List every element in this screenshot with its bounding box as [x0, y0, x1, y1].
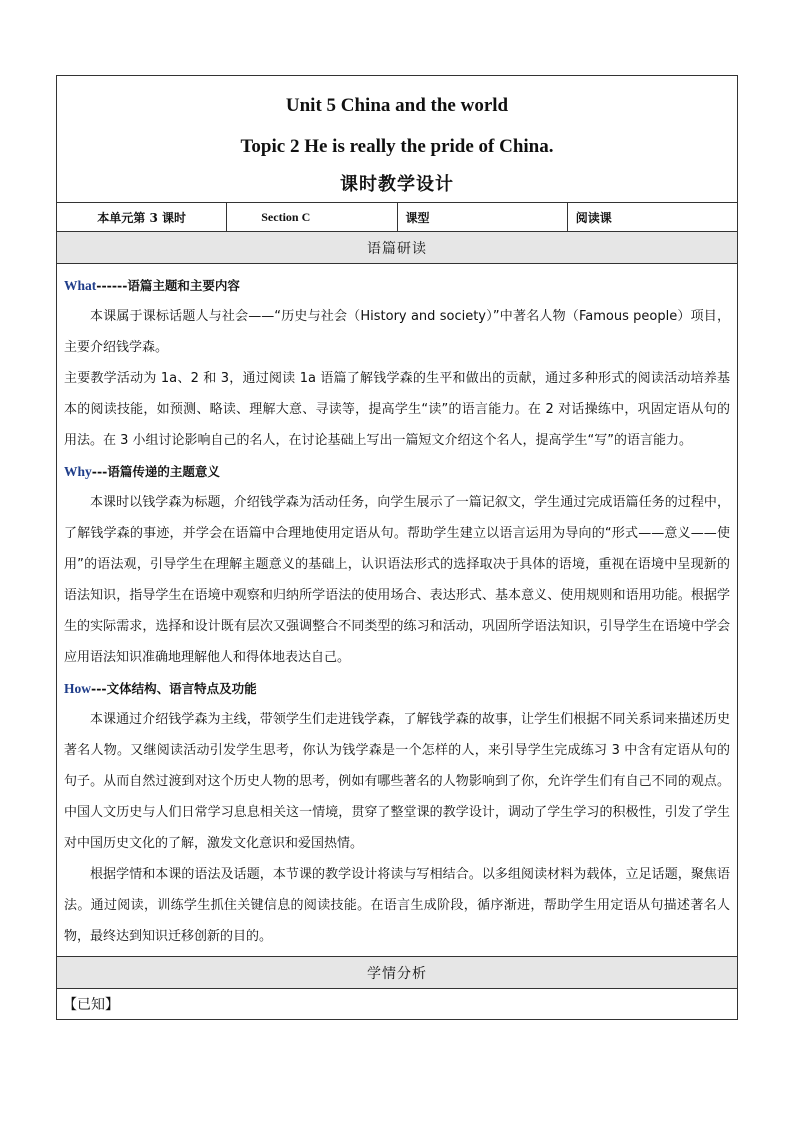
why-heading-text: ---语篇传递的主题意义 — [91, 464, 220, 479]
section-header-text-analysis: 语篇研读 — [57, 232, 738, 264]
what-heading-text: ------语篇主题和主要内容 — [96, 278, 240, 293]
why-label: Why — [64, 464, 92, 479]
lesson-plan-document — [56, 75, 738, 1020]
info-row — [57, 203, 738, 232]
type-value: 阅读课 — [567, 203, 737, 232]
topic-title: Topic 2 He is really the pride of China. — [240, 135, 554, 157]
design-title: 课时教学设计 — [340, 173, 454, 195]
section-header-student-analysis: 学情分析 — [57, 957, 738, 989]
why-heading — [64, 456, 730, 487]
section-value: Section C — [227, 203, 397, 232]
what-paragraph-1: 本课属于课标话题人与社会——“历史与社会（History and society）”中著名人物（Famous people）项目，主要介绍钱学森。 — [64, 309, 730, 355]
how-paragraph-2: 根据学情和本课的语法及话题，本节课的教学设计将读与写相结合。以多组阅读材料为载体，立足话题，聚焦语法。通过阅读，训练学生抓住关键信息的阅读技能。在语言生成阶段，循序渐进，帮助学生用定语从句描述著名人物，最终达到知识迁移创新的目的。 — [64, 867, 730, 944]
what-heading — [64, 270, 730, 301]
text-analysis-body — [57, 264, 738, 957]
lesson-plan-table — [56, 75, 738, 1020]
how-label: How — [64, 681, 91, 696]
why-paragraph: 本课时以钱学森为标题，介绍钱学森为活动任务，向学生展示了一篇记叙文，学生通过完成语篇任务的过程中，了解钱学森的事迹，并学会在语篇中合理地使用定语从句。帮助学生建立以语言运用为导向的“形式——意义——使用”的语法观，引导学生在理解主题意义的基础上，认识语法形式的选择取决于具体的语境，重视在语境中呈现新的语法知识，指导学生在语境中观察和归纳所学语法的使用场合、表达形式、基本意义、使用规则和语用功能。根据学生的实际需求，选择和设计既有层次又强调整合不同类型的练习和活动，巩固所学语法知识，引导学生在语境中学会应用语法知识准确地理解他人和得体地表达自己。 — [64, 495, 730, 665]
how-heading-text: ---文体结构、语言特点及功能 — [91, 681, 257, 696]
how-paragraph-1: 本课通过介绍钱学森为主线，带领学生们走进钱学森，了解钱学森的故事，让学生们根据不同关系词来描述历史著名人物。又继阅读活动引发学生思考，你认为钱学森是一个怎样的人，来引导学生完成练习 3 中含有定语从句的句子。从而自然过渡到对这个历史人物的思考，例如有哪些著名的人物影响到了你，允许学生们有自己不同的观点。中国人文历史与人们日常学习息息相关这一情境，贯穿了整堂课的教学设计，调动了学生学习的积极性，引发了学生对中国历史文化的了解，激发文化意识和爱国热情。 — [64, 712, 730, 851]
type-label: 课型 — [397, 203, 567, 232]
known-label: 【已知】 — [57, 989, 738, 1020]
what-paragraph-2: 主要教学活动为 1a、2 和 3，通过阅读 1a 语篇了解钱学森的生平和做出的贡献，通过多种形式的阅读活动培养基本的阅读技能，如预测、略读、理解大意、寻读等，提高学生“读”的语言能力。在 2 对话操练中，巩固定语从句的用法。在 3 小组讨论影响自己的名人，在讨论基础上写出一篇短文介绍这个名人，提高学生“写”的语言能力。 — [64, 371, 730, 448]
what-label: What — [64, 278, 97, 293]
lesson-label: 本单元第 3 课时 — [57, 203, 227, 232]
how-heading — [64, 673, 730, 704]
title-block — [57, 76, 738, 203]
unit-title: Unit 5 China and the world — [285, 94, 509, 116]
